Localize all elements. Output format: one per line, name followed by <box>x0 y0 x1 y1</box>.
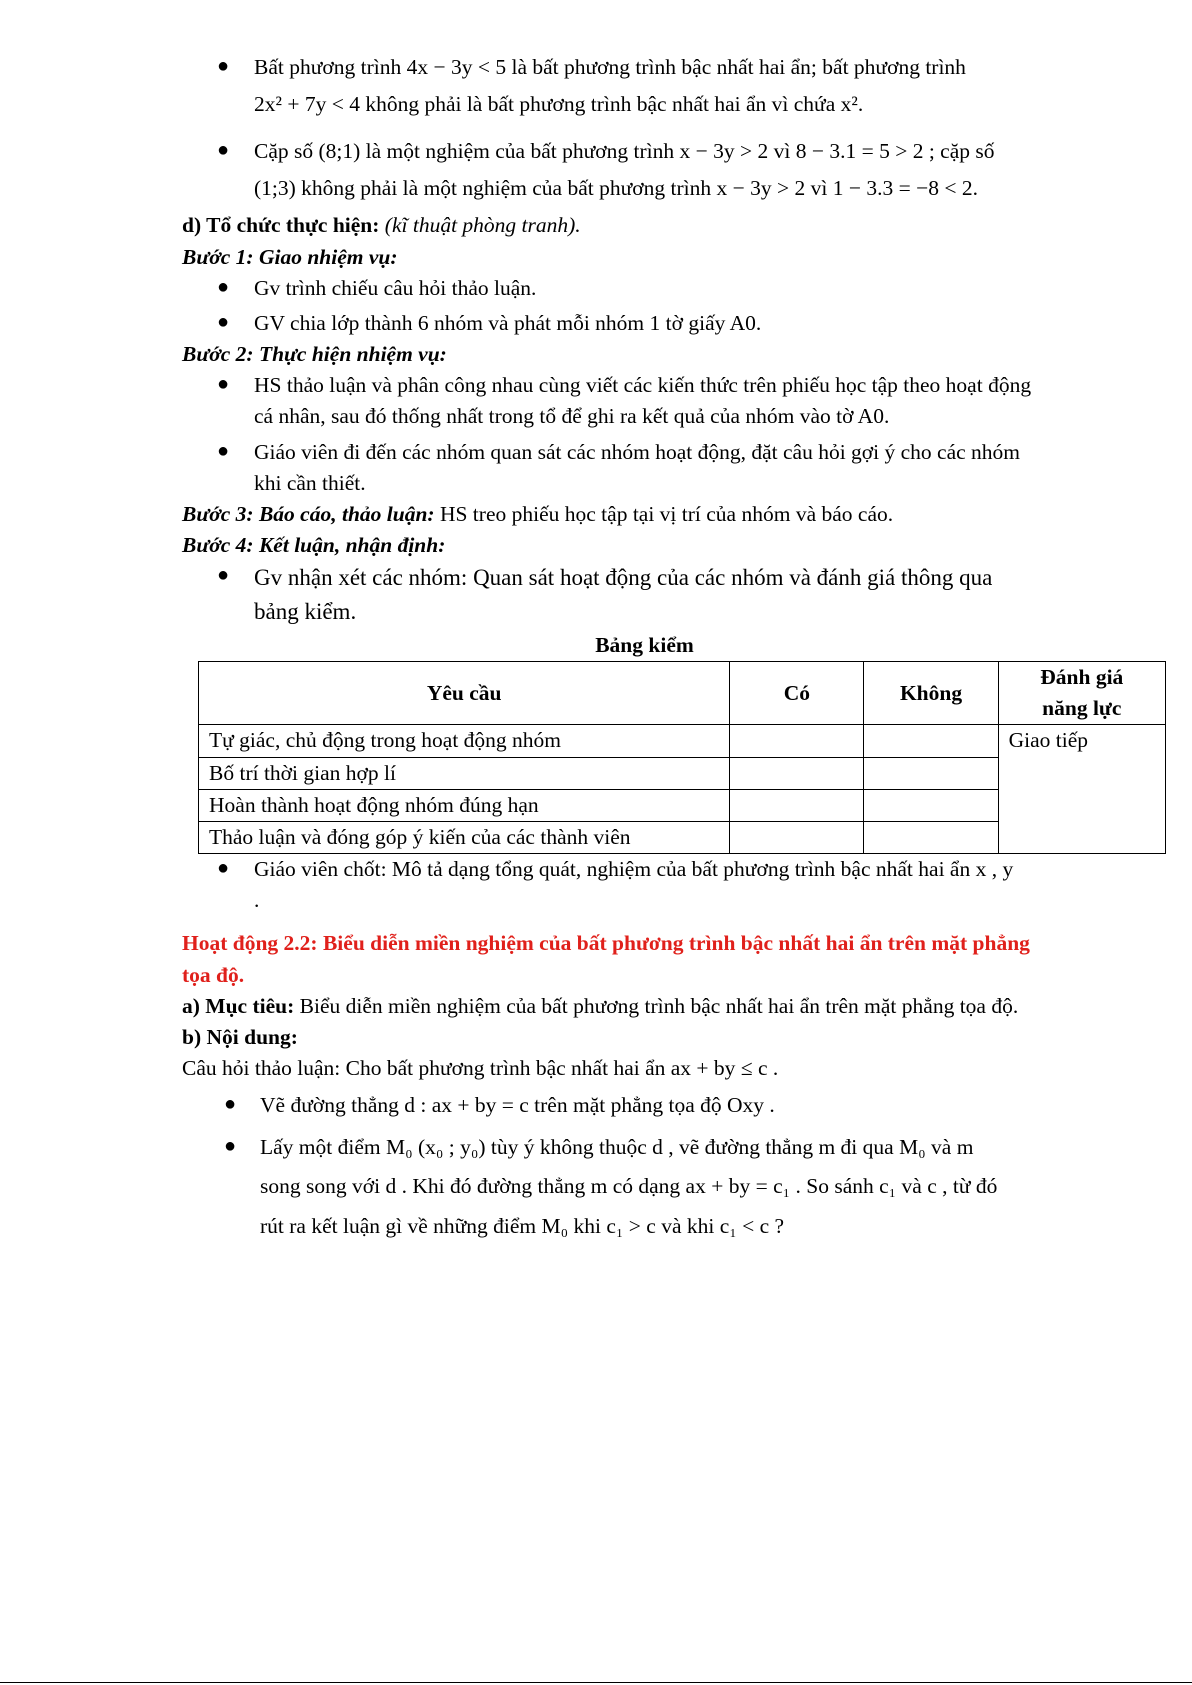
bullet-text: Giáo viên đi đến các nhóm quan sát các nhóm hoạt động, đặt câu hỏi gợi ý cho các nhóm <box>254 439 1021 464</box>
section-d-label: d) Tổ chức thực hiện: <box>182 213 380 238</box>
bullet-dot: ● <box>224 1093 237 1116</box>
bullet-dot: ● <box>217 857 230 880</box>
bullet-item <box>182 136 1107 210</box>
content-label: b) Nội dung: <box>182 1024 298 1049</box>
bullet-text: Gv nhận xét các nhóm: Quan sát hoạt động của các nhóm và đánh giá thông qua <box>254 565 993 591</box>
bullet-text: HS thảo luận và phân công nhau cùng viết các kiến thức trên phiếu học tập theo hoạt động <box>254 373 1032 398</box>
bullet-text: (1;3) không phải là một nghiệm của bất phương trình x − 3y > 2 vì 1 − 3.3 = −8 < 2. <box>254 176 978 201</box>
step2-label: Bước 2: Thực hiện nhiệm vụ: <box>182 342 447 367</box>
header-evaluation <box>998 662 1165 725</box>
bullet-item <box>182 561 1107 628</box>
header-no: Không <box>864 662 998 725</box>
objective-label: a) Mục tiêu: <box>182 993 295 1018</box>
header-eval-line1: Đánh giá <box>1040 665 1124 690</box>
bullet-dot: ● <box>217 373 230 396</box>
bullet-item <box>182 854 1107 916</box>
bullet-item <box>182 52 1107 126</box>
header-requirement: Yêu cầu <box>199 662 730 725</box>
step4-label: Bước 4: Kết luận, nhận định: <box>182 533 446 558</box>
bullet-text: rút ra kết luận gì về những điểm M₀ khi c₁ > c và khi c₁ < c ? <box>260 1214 785 1239</box>
bullet-text: Lấy một điểm M₀ (x₀ ; y₀) tùy ý không thuộc d , vẽ đường thẳng m đi qua M₀ và m <box>260 1134 974 1159</box>
bullet-item <box>182 1090 1107 1121</box>
bullet-dot: ● <box>217 139 230 162</box>
row-no-cell <box>864 757 998 789</box>
bullet-dot: ● <box>217 275 230 298</box>
row-yes-cell <box>730 821 864 853</box>
page-bottom-rule <box>0 1682 1192 1683</box>
row-no-cell <box>864 725 998 757</box>
bullet-dot: ● <box>217 439 230 462</box>
step3 <box>182 499 1107 530</box>
step1-label: Bước 1: Giao nhiệm vụ: <box>182 244 398 269</box>
bullet-dot: ● <box>217 55 230 77</box>
bullet-text: song song với d . Khi đó đường thẳng m có dạng ax + by = c₁ . So sánh c₁ và c , từ đó <box>260 1174 998 1199</box>
bullet-item <box>182 273 1107 304</box>
bullet-text: khi cần thiết. <box>254 470 366 495</box>
row-yes-cell <box>730 757 864 789</box>
bullet-item <box>182 370 1107 432</box>
row-requirement: Bố trí thời gian hợp lí <box>199 757 730 789</box>
bullet-item <box>182 1128 1107 1247</box>
row-no-cell <box>864 789 998 821</box>
header-yes: Có <box>730 662 864 725</box>
row-requirement: Tự giác, chủ động trong hoạt động nhóm <box>199 725 730 757</box>
row-yes-cell <box>730 789 864 821</box>
section-d <box>182 210 1107 241</box>
checklist-table <box>198 661 1166 854</box>
discussion-question: Câu hỏi thảo luận: Cho bất phương trình bậc nhất hai ẩn ax + by ≤ c . <box>182 1056 779 1081</box>
activity-title-line2: tọa độ. <box>182 962 245 987</box>
document-page <box>182 52 1124 1247</box>
bullet-text: GV chia lớp thành 6 nhóm và phát mỗi nhóm 1 tờ giấy A0. <box>254 310 762 335</box>
activity-title-line1: Hoạt động 2.2: Biểu diễn miền nghiệm của bất phương trình bậc nhất hai ẩn trên mặt phẳng <box>182 931 1030 956</box>
bullet-text: Cặp số (8;1) là một nghiệm của bất phương trình x − 3y > 2 vì 8 − 3.1 = 5 > 2 ; cặp số <box>254 139 995 164</box>
section-d-note: (kĩ thuật phòng tranh). <box>384 213 581 238</box>
bullet-dot: ● <box>217 564 230 587</box>
table-header-row <box>199 662 1166 725</box>
header-eval-line2: năng lực <box>1042 696 1122 721</box>
table-title: Bảng kiểm <box>595 632 694 657</box>
bullet-text: Bất phương trình 4x − 3y < 5 là bất phương trình bậc nhất hai ẩn; bất phương trình <box>254 55 966 79</box>
bullet-text: cá nhân, sau đó thống nhất trong tổ để ghi ra kết quả của nhóm vào tờ A0. <box>254 404 890 429</box>
step3-label: Bước 3: Báo cáo, thảo luận: <box>182 501 435 526</box>
bullet-text: Gv trình chiếu câu hỏi thảo luận. <box>254 275 537 300</box>
bullet-text: Giáo viên chốt: Mô tả dạng tổng quát, nghiệm của bất phương trình bậc nhất hai ẩn x , y <box>254 857 1014 882</box>
bullet-text: Vẽ đường thẳng d : ax + by = c trên mặt phẳng tọa độ Oxy . <box>260 1093 775 1118</box>
row-no-cell <box>864 821 998 853</box>
bullet-item <box>182 308 1107 339</box>
bullet-text: 2x² + 7y < 4 không phải là bất phương trình bậc nhất hai ẩn vì chứa x². <box>254 92 864 117</box>
table-row <box>199 725 1166 757</box>
objective-text: Biểu diễn miền nghiệm của bất phương trình bậc nhất hai ẩn trên mặt phẳng tọa độ. <box>299 993 1019 1018</box>
bullet-dot: ● <box>217 310 230 333</box>
row-requirement: Hoàn thành hoạt động nhóm đúng hạn <box>199 789 730 821</box>
bullet-dot: ● <box>224 1134 237 1157</box>
activity-title <box>182 928 1107 990</box>
bullet-item <box>182 437 1107 499</box>
row-yes-cell <box>730 725 864 757</box>
row-requirement: Thảo luận và đóng góp ý kiến của các thành viên <box>199 821 730 853</box>
step3-text: HS treo phiếu học tập tại vị trí của nhóm và báo cáo. <box>439 501 894 526</box>
row-evaluation: Giao tiếp <box>998 725 1165 854</box>
objective <box>182 991 1107 1022</box>
bullet-text: . <box>254 888 260 913</box>
bullet-text: bảng kiểm. <box>254 598 357 624</box>
